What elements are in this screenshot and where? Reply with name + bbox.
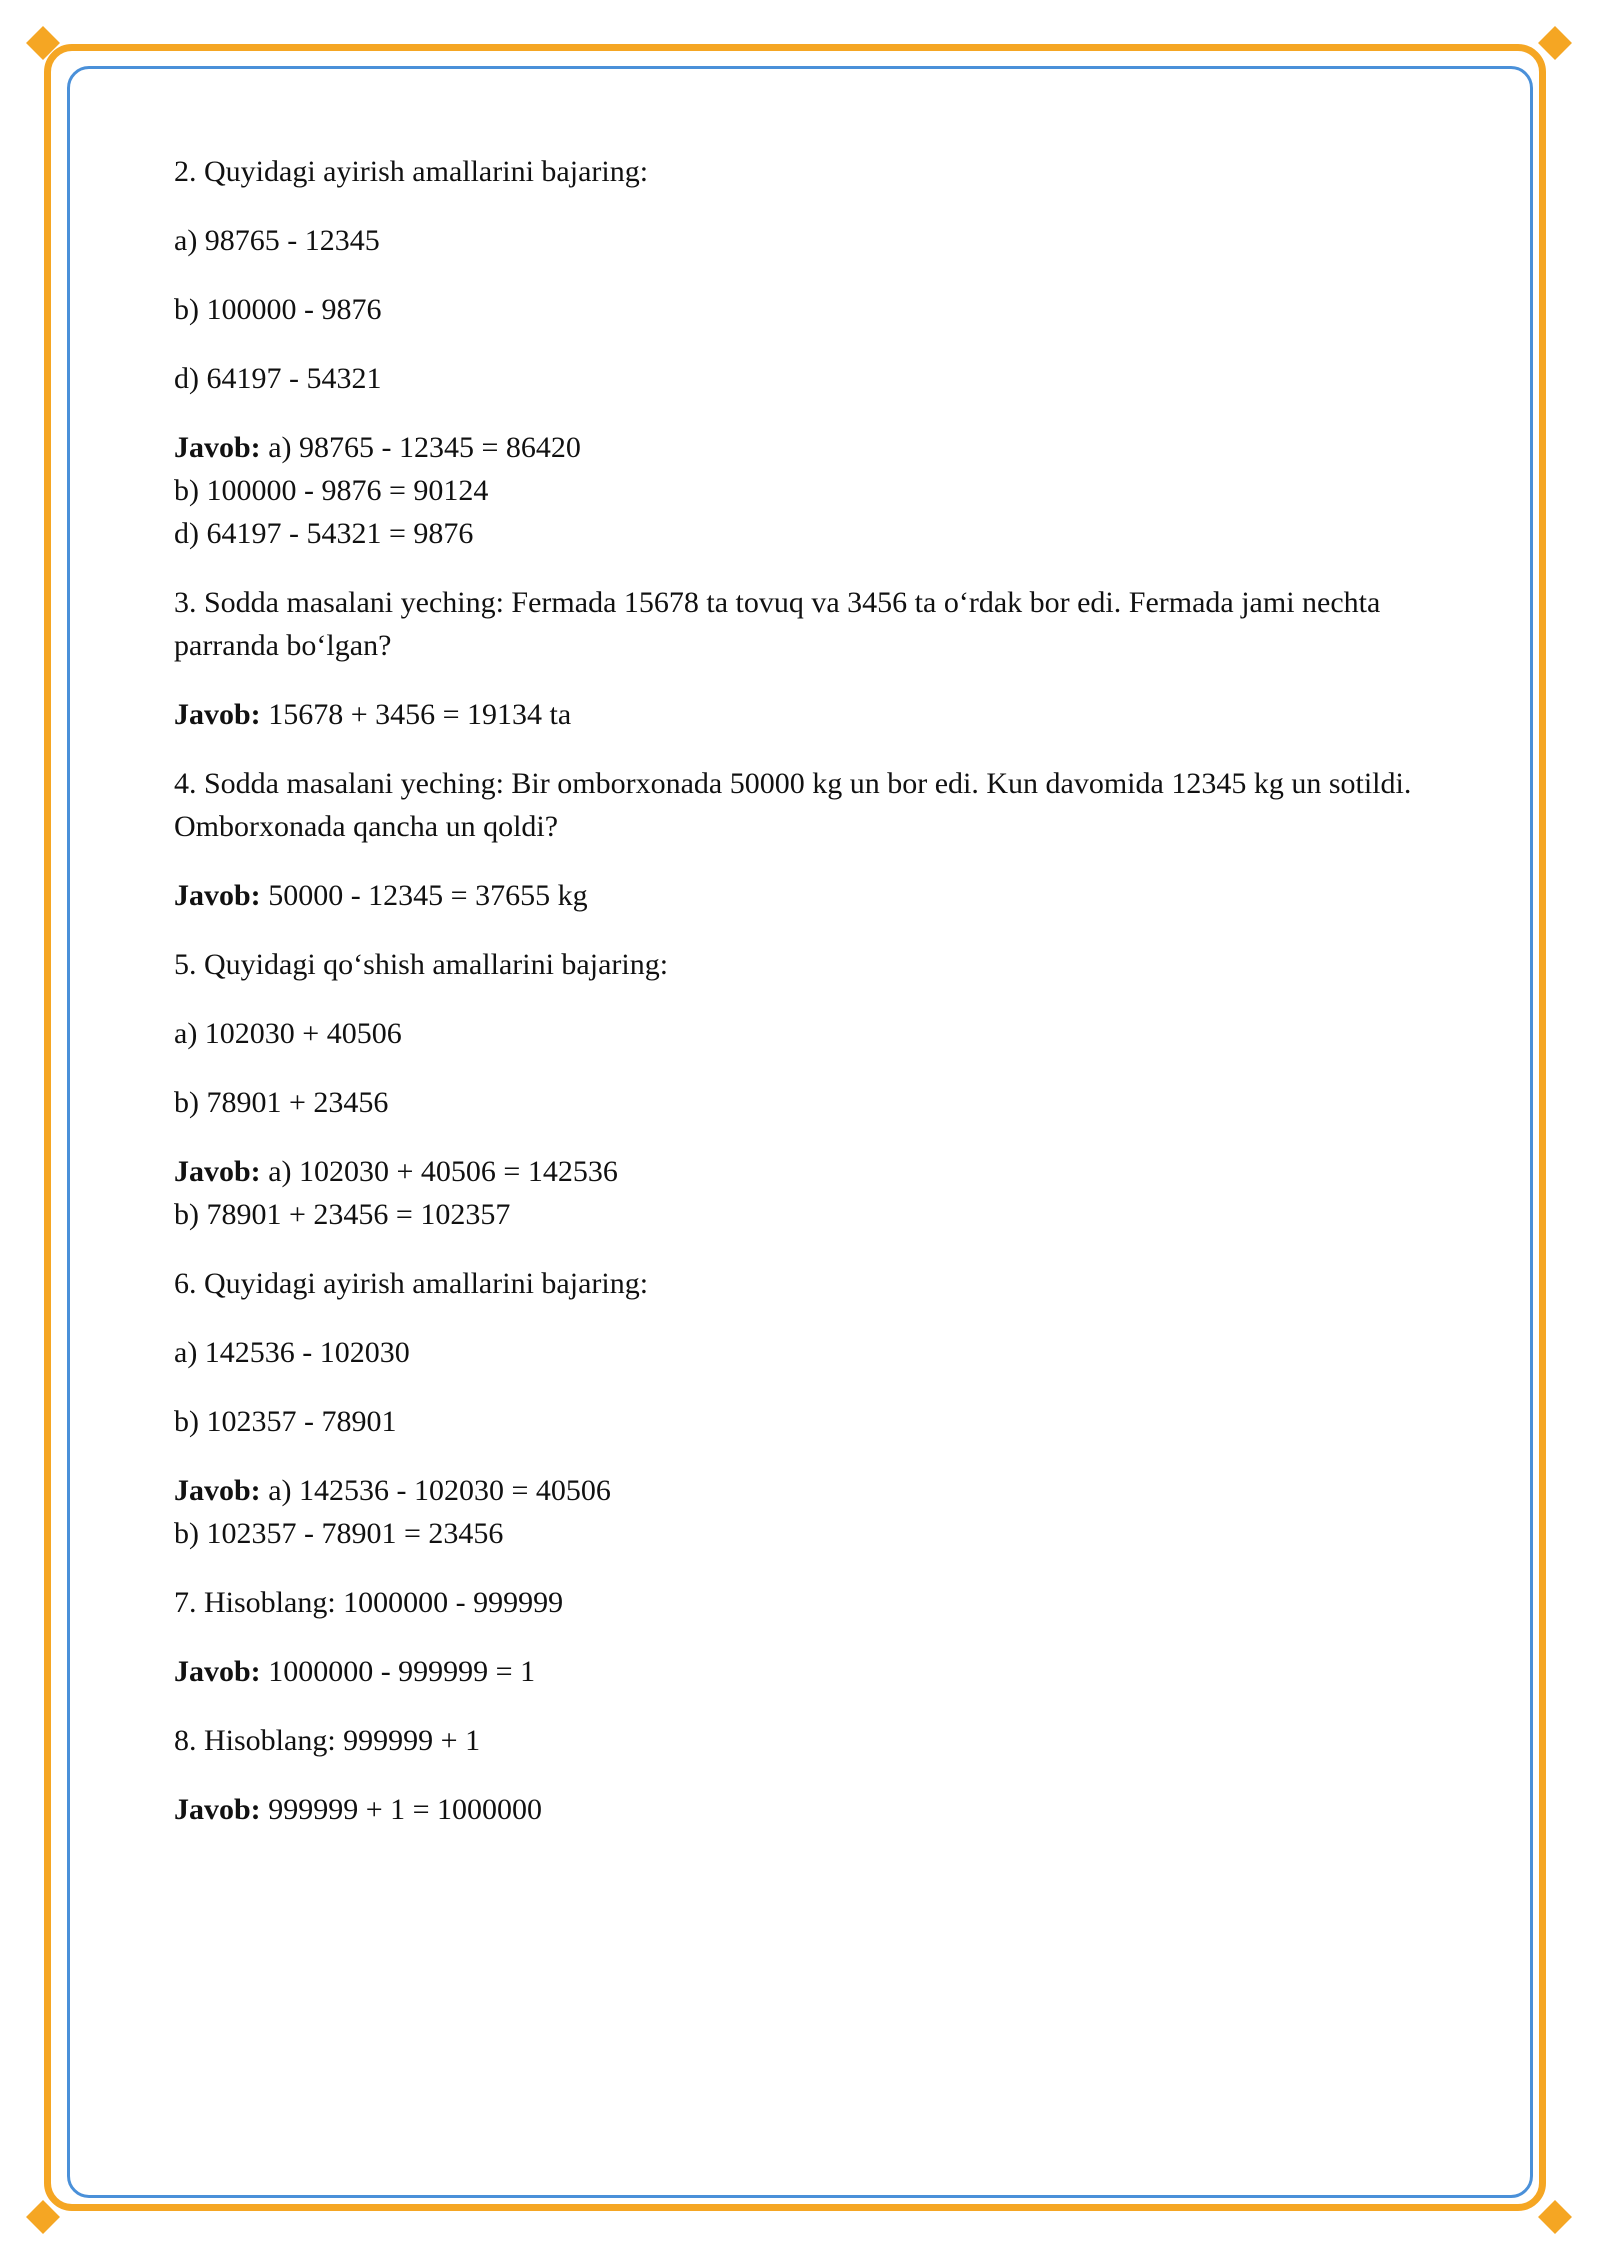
q5-answer: [174, 1150, 1434, 1236]
q6-item-a: a) 142536 - 102030: [174, 1336, 410, 1369]
q8-prompt: 8. Hisoblang: 999999 + 1: [174, 1724, 481, 1757]
q8-answer: [174, 1788, 1434, 1831]
q7-answer-label: Javob:: [174, 1655, 261, 1688]
q3-answer-text: 15678 + 3456 = 19134 ta: [260, 698, 572, 731]
q6-answer-a: a) 142536 - 102030 = 40506: [260, 1474, 611, 1507]
q5-answer-b: b) 78901 + 23456 = 102357: [174, 1198, 511, 1231]
q7-answer: [174, 1650, 1434, 1693]
corner-diamond-bottom-right: [1538, 2200, 1572, 2234]
q8-answer-label: Javob:: [174, 1793, 261, 1826]
q3-prompt: 3. Sodda masalani yeching: Fermada 15678 ta tovuq va 3456 ta o‘rdak bor edi. Fermada jami nechta parranda bo‘lgan?: [174, 586, 1381, 662]
q8-answer-text: 999999 + 1 = 1000000: [260, 1793, 543, 1826]
q5-answer-a: a) 102030 + 40506 = 142536: [260, 1155, 618, 1188]
document-content: [174, 150, 1434, 1857]
q4-answer-label: Javob:: [174, 879, 261, 912]
q2-answer-d: d) 64197 - 54321 = 9876: [174, 517, 474, 550]
q6-item-b: b) 102357 - 78901: [174, 1405, 397, 1438]
q2-item-d: d) 64197 - 54321: [174, 362, 382, 395]
q4-answer-text: 50000 - 12345 = 37655 kg: [260, 879, 588, 912]
q5-item-b: b) 78901 + 23456: [174, 1086, 389, 1119]
q3-answer-label: Javob:: [174, 698, 261, 731]
q7-answer-text: 1000000 - 999999 = 1: [260, 1655, 536, 1688]
q2-answer-label: Javob:: [174, 431, 261, 464]
q7-prompt: 7. Hisoblang: 1000000 - 999999: [174, 1586, 564, 1619]
q4-prompt: 4. Sodda masalani yeching: Bir omborxonada 50000 kg un bor edi. Kun davomida 12345 kg un sotildi. Omborxonada qancha un qoldi?: [174, 767, 1412, 843]
q5-item-a: a) 102030 + 40506: [174, 1017, 402, 1050]
q6-answer-label: Javob:: [174, 1474, 261, 1507]
corner-diamond-top-right: [1538, 26, 1572, 60]
q5-answer-label: Javob:: [174, 1155, 261, 1188]
q2-item-a: a) 98765 - 12345: [174, 224, 380, 257]
q6-answer: [174, 1469, 1434, 1555]
q2-answer-a: a) 98765 - 12345 = 86420: [260, 431, 581, 464]
q4-answer: [174, 874, 1434, 917]
q6-prompt: 6. Quyidagi ayirish amallarini bajaring:: [174, 1267, 649, 1300]
q2-prompt: 2. Quyidagi ayirish amallarini bajaring:: [174, 155, 649, 188]
q2-item-b: b) 100000 - 9876: [174, 293, 382, 326]
q3-answer: [174, 693, 1434, 736]
q2-answer: [174, 426, 1434, 555]
q6-answer-b: b) 102357 - 78901 = 23456: [174, 1517, 504, 1550]
q2-answer-b: b) 100000 - 9876 = 90124: [174, 474, 489, 507]
q5-prompt: 5. Quyidagi qo‘shish amallarini bajaring:: [174, 948, 669, 981]
